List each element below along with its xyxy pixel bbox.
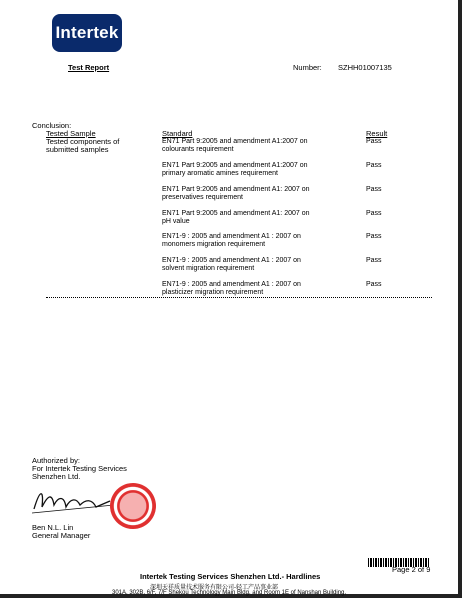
- company-seal: [110, 483, 156, 529]
- standard-line-2: colourants requirement: [162, 146, 234, 153]
- report-number: SZHH01007135: [338, 63, 392, 72]
- result-cell: Pass: [366, 210, 382, 217]
- standard-row: [162, 162, 308, 178]
- standard-row: [162, 186, 310, 202]
- result-cell: Pass: [366, 138, 382, 145]
- standard-line-2: monomers migration requirement: [162, 241, 266, 248]
- standard-line-1: EN71-9 : 2005 and amendment A1 : 2007 on: [162, 281, 301, 288]
- standard-line-2: primary aromatic amines requirement: [162, 170, 278, 177]
- standard-line-1: EN71-9 : 2005 and amendment A1 : 2007 on: [162, 233, 301, 240]
- result-cell: Pass: [366, 233, 382, 240]
- authorized-by-label: Authorized by:: [32, 456, 80, 465]
- result-cell: Pass: [366, 281, 382, 288]
- standard-row: [162, 257, 301, 273]
- standard-row: [162, 233, 301, 249]
- col-header-sample: Tested Sample: [46, 129, 96, 138]
- standard-line-2: preservatives requirement: [162, 194, 243, 201]
- standard-row: [162, 210, 310, 226]
- conclusion-label: Conclusion:: [32, 121, 72, 130]
- company-line-1: For Intertek Testing Services: [32, 464, 127, 473]
- sample-line-2: submitted samples: [46, 145, 109, 154]
- standard-line-2: plasticizer migration requirement: [162, 289, 264, 296]
- number-label: Number:: [293, 63, 322, 72]
- standard-line-1: EN71-9 : 2005 and amendment A1 : 2007 on: [162, 257, 301, 264]
- standard-line-1: EN71 Part 9:2005 and amendment A1:2007 on: [162, 138, 308, 145]
- standard-line-2: pH value: [162, 218, 190, 225]
- col-header-standard: Standard: [162, 129, 193, 138]
- result-cell: Pass: [366, 162, 382, 169]
- col-header-result: Result: [366, 129, 388, 138]
- standard-row: [162, 138, 308, 154]
- footer-company: Intertek Testing Services Shenzhen Ltd.- Hardlines: [140, 572, 321, 581]
- sample-line-1: Tested components of: [46, 137, 120, 146]
- signer-title: General Manager: [32, 531, 91, 540]
- standard-row: [162, 281, 301, 297]
- standard-line-2: solvent migration requirement: [162, 265, 255, 272]
- report-title: Test Report: [68, 63, 110, 72]
- footer-company-cn: 深圳天祥质量技术服务有限公司-轻工产品事业部: [150, 585, 278, 591]
- intertek-logo: Intertek: [52, 14, 122, 52]
- company-line-2: Shenzhen Ltd.: [32, 472, 81, 481]
- signature: [30, 485, 120, 517]
- standard-line-1: EN71 Part 9:2005 and amendment A1:2007 on: [162, 162, 308, 169]
- page-number: Page 2 of 9: [392, 565, 431, 574]
- standard-line-1: EN71 Part 9:2005 and amendment A1: 2007 on: [162, 186, 310, 193]
- standard-line-1: EN71 Part 9:2005 and amendment A1: 2007 on: [162, 210, 310, 217]
- result-cell: Pass: [366, 186, 382, 193]
- result-cell: Pass: [366, 257, 382, 264]
- footer-address: 301A, 302B, 6/F, 7/F Shekou Technology Main Bldg. and Room 1E of Nanshan Building,: [112, 590, 347, 596]
- dotted-divider: [46, 297, 432, 298]
- signer-name: Ben N.L. Lin: [32, 523, 74, 532]
